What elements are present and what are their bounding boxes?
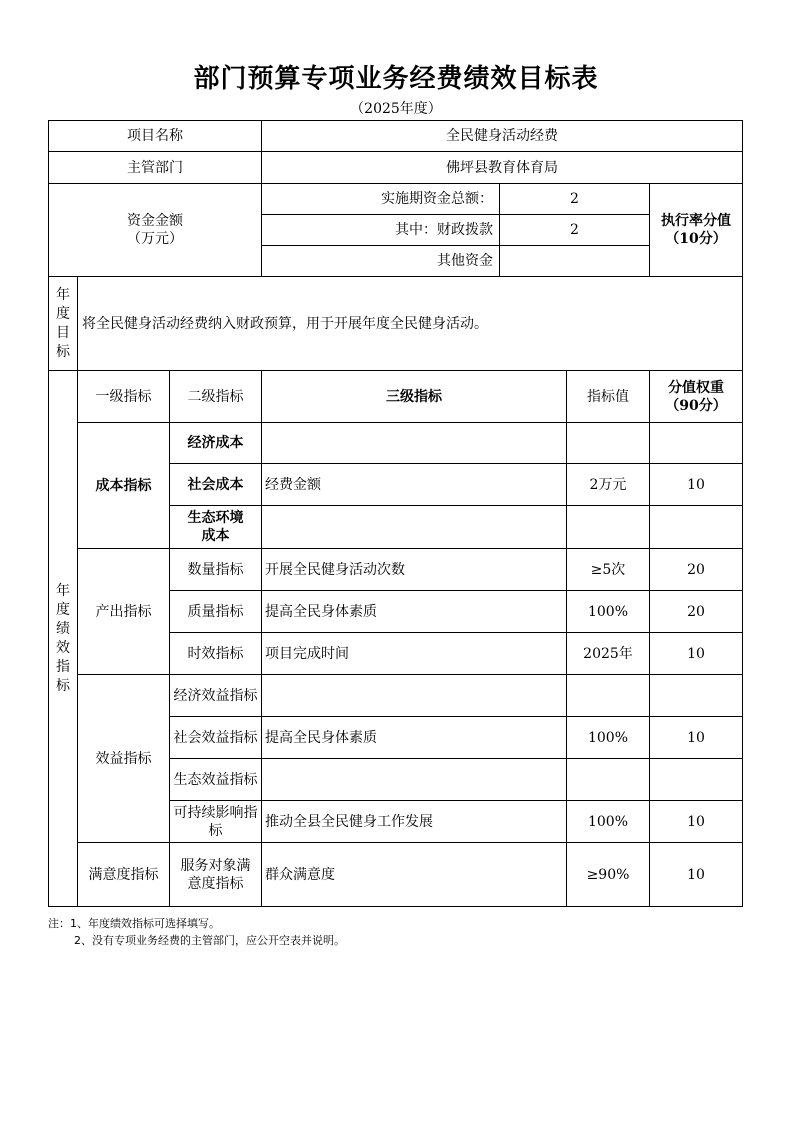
weight-cell: 10 [650, 801, 743, 843]
weight-cell: 10 [650, 843, 743, 907]
project-name-label: 项目名称 [49, 121, 262, 152]
value-cell [567, 506, 650, 549]
dept-row [49, 152, 743, 184]
value-cell: 100% [567, 591, 650, 633]
table-row [49, 843, 743, 907]
exec-rate-cell [650, 184, 743, 277]
value-cell: ≥90% [567, 843, 650, 907]
l3-cell: 群众满意度 [262, 843, 567, 907]
value-cell: ≥5次 [567, 549, 650, 591]
value-cell [567, 423, 650, 464]
total-funds-value: 2 [500, 184, 650, 215]
l3-cell [262, 506, 567, 549]
weight-cell: 20 [650, 549, 743, 591]
value-cell: 100% [567, 801, 650, 843]
l2-cell: 数量指标 [170, 549, 262, 591]
weight-cell [650, 675, 743, 717]
header-level1: 一级指标 [78, 371, 170, 423]
value-cell [567, 759, 650, 801]
l3-cell [262, 675, 567, 717]
l3-cell: 提高全民身体素质 [262, 717, 567, 759]
cost-label: 成本指标 [78, 423, 170, 549]
weight-cell: 10 [650, 717, 743, 759]
l2-cell: 质量指标 [170, 591, 262, 633]
funds-label-line1: 资金金额 [127, 213, 183, 229]
value-cell [567, 675, 650, 717]
l3-cell: 开展全民健身活动次数 [262, 549, 567, 591]
page-subtitle: （2025年度） [350, 101, 442, 117]
weight-cell: 20 [650, 591, 743, 633]
table-row [49, 675, 743, 717]
perf-indicators-label: 年度绩效指标 [49, 371, 78, 907]
other-funds-value [500, 246, 650, 277]
note-1: 注：1、年度绩效指标可选择填写。 [48, 917, 220, 930]
satisfaction-label: 满意度指标 [78, 843, 170, 907]
fiscal-funds-label: 其中：财政拨款 [262, 215, 500, 246]
header-value: 指标值 [567, 371, 650, 423]
other-funds-label: 其他资金 [262, 246, 500, 277]
l2-cell: 社会效益指标 [170, 717, 262, 759]
annual-goal-text: 将全民健身活动经费纳入财政预算，用于开展年度全民健身活动。 [78, 277, 743, 371]
l3-cell [262, 759, 567, 801]
value-cell: 100% [567, 717, 650, 759]
weight-cell [650, 759, 743, 801]
weight-cell: 10 [650, 633, 743, 675]
header-row [49, 371, 743, 423]
l3-cell: 推动全县全民健身工作发展 [262, 801, 567, 843]
funds-label [49, 184, 262, 277]
dept-label: 主管部门 [49, 152, 262, 184]
project-name-row [49, 121, 743, 152]
weight-cell [650, 423, 743, 464]
notes [48, 915, 345, 949]
project-name-value: 全民健身活动经费 [262, 121, 743, 152]
l3-cell: 项目完成时间 [262, 633, 567, 675]
header-weight: 分值权重 （90分） [650, 371, 743, 423]
value-cell: 2万元 [567, 464, 650, 506]
annual-goal-row [49, 277, 743, 371]
page-title: 部门预算专项业务经费绩效目标表 [193, 64, 599, 94]
l2-cell: 可持续影响指标 [170, 801, 262, 843]
note-2: 2、没有专项业务经费的主管部门，应公开空表并说明。 [74, 934, 345, 947]
l2-cell: 社会成本 [170, 464, 262, 506]
header-level3: 三级指标 [262, 371, 567, 423]
l3-cell: 提高全民身体素质 [262, 591, 567, 633]
performance-table [48, 120, 743, 907]
fiscal-funds-value: 2 [500, 215, 650, 246]
l3-cell [262, 423, 567, 464]
header-level2: 二级指标 [170, 371, 262, 423]
l2-cell: 生态环境成本 [170, 506, 262, 549]
output-label: 产出指标 [78, 549, 170, 675]
annual-goal-label: 年度目标 [49, 277, 78, 371]
value-cell: 2025年 [567, 633, 650, 675]
exec-rate-score: （10分） [665, 231, 727, 247]
benefit-label: 效益指标 [78, 675, 170, 843]
weight-cell: 10 [650, 464, 743, 506]
exec-rate-label: 执行率分值 [661, 213, 731, 229]
funds-label-line2: （万元） [127, 231, 183, 247]
weight-cell [650, 506, 743, 549]
l2-cell: 时效指标 [170, 633, 262, 675]
l2-cell: 服务对象满意度指标 [170, 843, 262, 907]
l2-cell: 生态效益指标 [170, 759, 262, 801]
l2-cell: 经济效益指标 [170, 675, 262, 717]
table-row [49, 549, 743, 591]
dept-value: 佛坪县教育体育局 [262, 152, 743, 184]
funds-total-row [49, 184, 743, 215]
l2-cell: 经济成本 [170, 423, 262, 464]
l3-cell: 经费金额 [262, 464, 567, 506]
table-row [49, 423, 743, 464]
total-funds-label: 实施期资金总额： [262, 184, 500, 215]
